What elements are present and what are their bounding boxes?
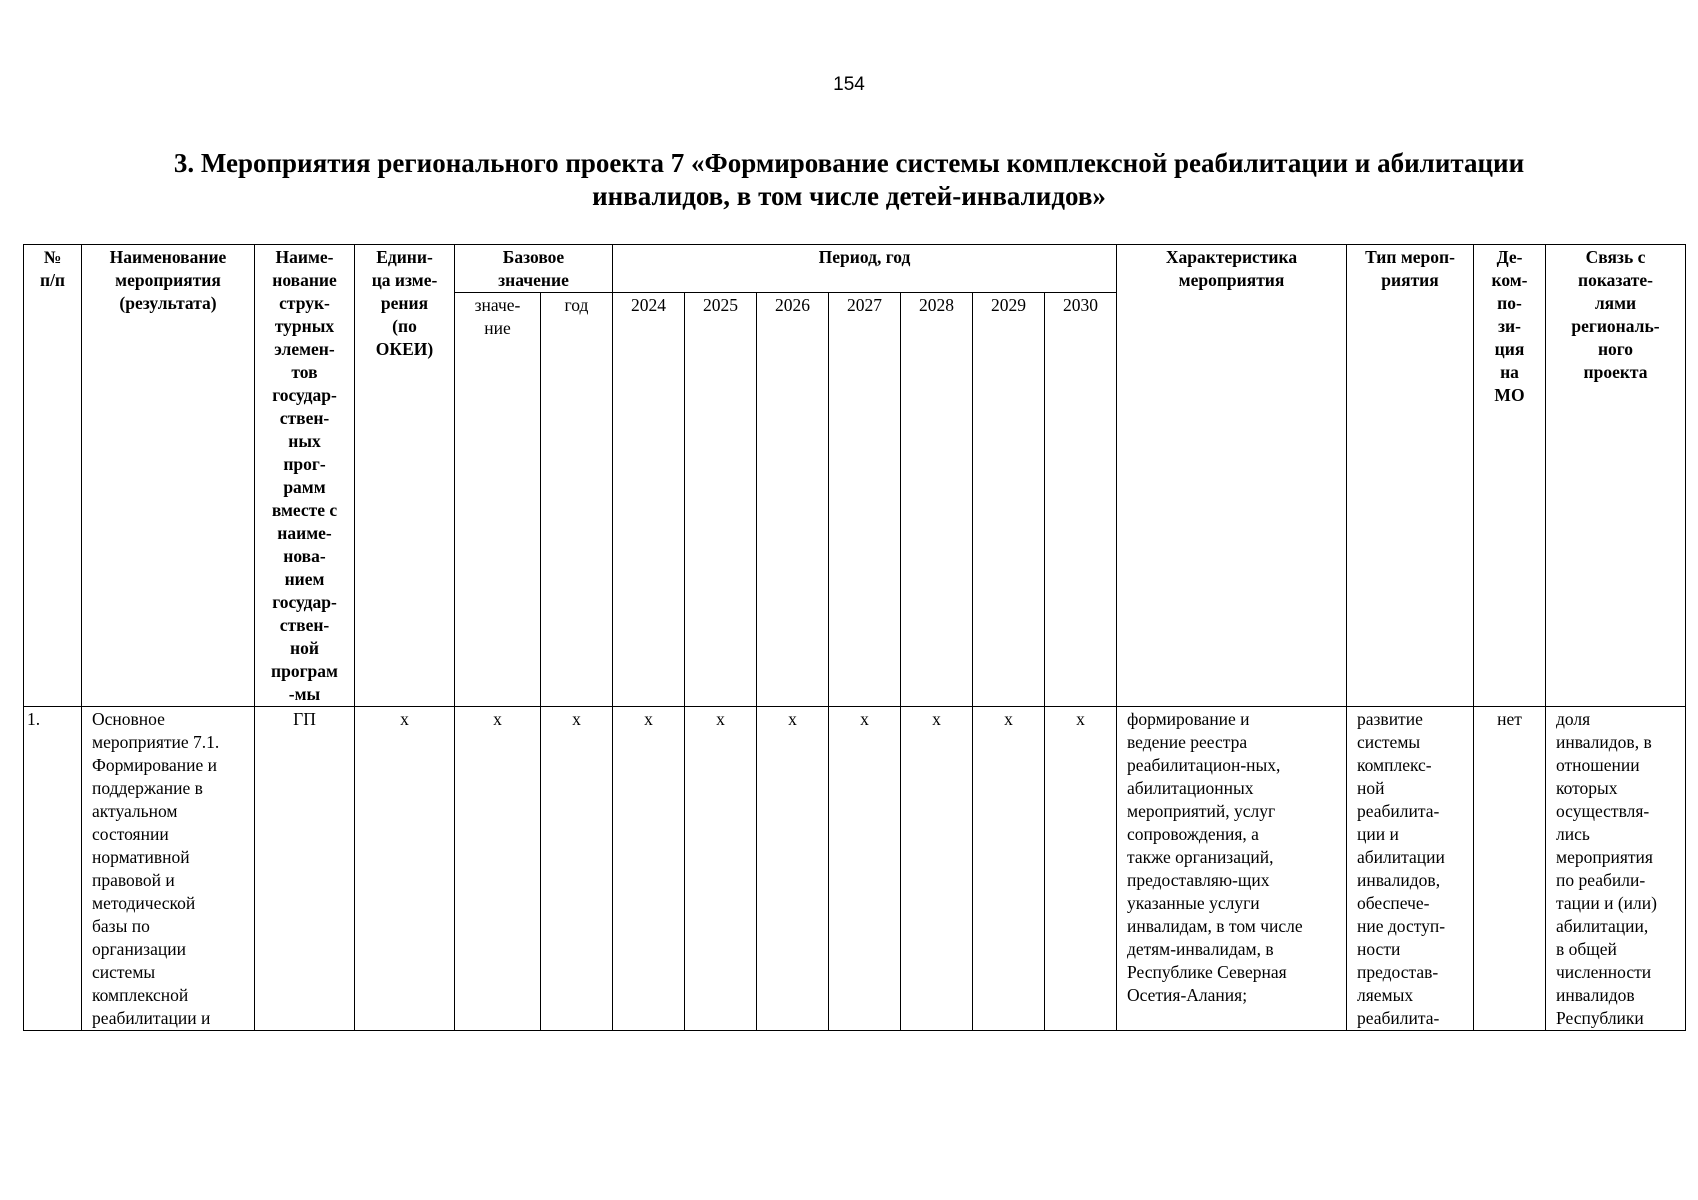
cell-year-2024: х <box>613 707 685 1031</box>
subheader-year-2030: 2030 <box>1045 293 1117 707</box>
cell-structural-element: ГП <box>255 707 355 1031</box>
header-period: Период, год <box>613 245 1117 293</box>
cell-event-name: Основное мероприятие 7.1. Формирование и поддержание в актуальном состоянии нормативной правовой и методической базы по организации системы комплексной реабилитации и <box>82 707 255 1031</box>
header-base-value: Базовое значение <box>455 245 613 293</box>
cell-number: 1. <box>24 707 82 1031</box>
page-number: 154 <box>833 74 865 95</box>
cell-year-2026: х <box>757 707 829 1031</box>
header-structural-elements: Наиме- нование струк- турных элемен- тов государ- ствен- ных прог- рамм вместе с наиме- нова- нием государ- ствен- ной програм -мы <box>255 245 355 707</box>
header-number: № п/п <box>24 245 82 707</box>
section-heading <box>60 147 1638 213</box>
cell-base-value: х <box>455 707 541 1031</box>
cell-base-year: х <box>541 707 613 1031</box>
heading-line-2: инвалидов, в том числе детей-инвалидов» <box>592 181 1106 211</box>
subheader-base-year: год <box>541 293 613 707</box>
subheader-base-value: значе- ние <box>455 293 541 707</box>
header-unit: Едини- ца изме- рения (по ОКЕИ) <box>355 245 455 707</box>
subheader-year-2027: 2027 <box>829 293 901 707</box>
cell-year-2025: х <box>685 707 757 1031</box>
cell-year-2028: х <box>901 707 973 1031</box>
cell-characteristics: формирование и ведение реестра реабилитацион-ных, абилитационных мероприятий, услуг сопровождения, а также организаций, предоставляю-щих указанные услуги инвалидам, в том числе детям-инвалидам, в Республике Северная Осетия-Алания; <box>1117 707 1347 1031</box>
header-event-type: Тип мероп- риятия <box>1347 245 1474 707</box>
subheader-year-2024: 2024 <box>613 293 685 707</box>
header-event-name: Наименование мероприятия (результата) <box>82 245 255 707</box>
heading-line-1: 3. Мероприятия регионального проекта 7 «Формирование системы комплексной реабилитации и абилитации <box>173 148 1525 178</box>
subheader-year-2025: 2025 <box>685 293 757 707</box>
table-row <box>24 707 1686 1031</box>
header-row <box>24 245 1686 293</box>
cell-year-2029: х <box>973 707 1045 1031</box>
cell-decomposition: нет <box>1474 707 1546 1031</box>
header-characteristics: Характеристика мероприятия <box>1117 245 1347 707</box>
cell-indicator-link: доля инвалидов, в отношении которых осуществля- лись мероприятия по реабили- тации и (или) абилитации, в общей численности инвалидов Республики <box>1546 707 1686 1031</box>
cell-year-2030: х <box>1045 707 1117 1031</box>
subheader-year-2029: 2029 <box>973 293 1045 707</box>
subheader-year-2026: 2026 <box>757 293 829 707</box>
header-decomposition: Де- ком- по- зи- ция на МО <box>1474 245 1546 707</box>
cell-event-type: развитие системы комплекс- ной реабилита- ции и абилитации инвалидов, обеспече- ние доступ- ности предостав- ляемых реабилита- <box>1347 707 1474 1031</box>
cell-unit: х <box>355 707 455 1031</box>
subheader-year-2028: 2028 <box>901 293 973 707</box>
header-indicator-link: Связь с показате- лями региональ- ного проекта <box>1546 245 1686 707</box>
cell-year-2027: х <box>829 707 901 1031</box>
events-table <box>23 244 1686 1031</box>
